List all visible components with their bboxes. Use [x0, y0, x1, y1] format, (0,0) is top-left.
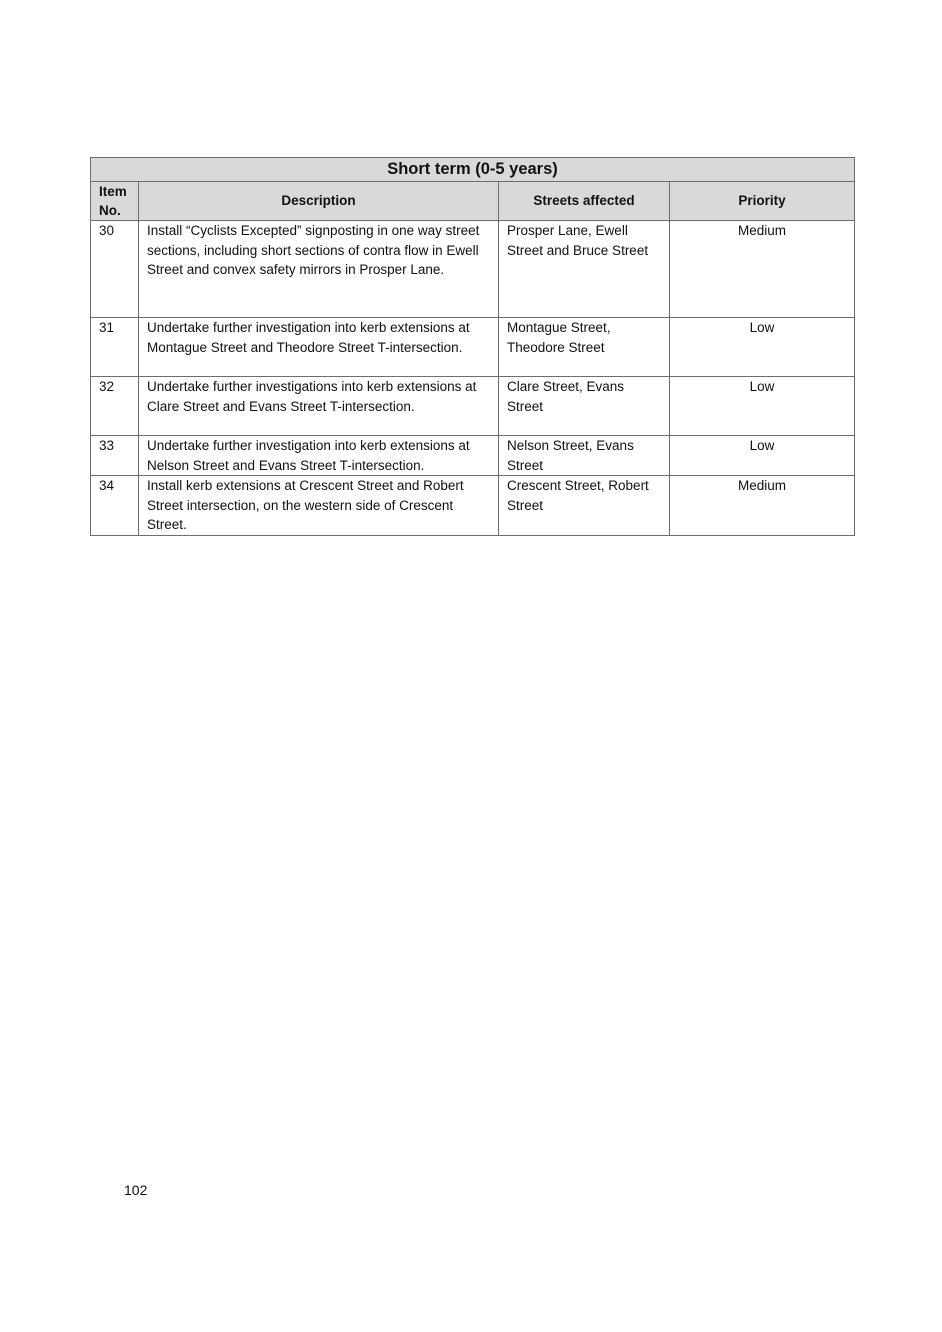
- priority-cell: Low: [670, 318, 855, 377]
- priority-cell: Low: [670, 436, 855, 476]
- item-number: 32: [91, 377, 139, 436]
- streets-cell: Montague Street, Theodore Street: [499, 318, 670, 377]
- streets-cell: Crescent Street, Robert Street: [499, 476, 670, 536]
- table-row: [91, 221, 855, 318]
- table-row: [91, 318, 855, 377]
- page-number: 102: [124, 1182, 148, 1198]
- table-row: [91, 436, 855, 476]
- header-description: Description: [139, 182, 499, 221]
- priority-cell: Medium: [670, 221, 855, 318]
- item-number: 34: [91, 476, 139, 536]
- short-term-table: [90, 157, 855, 536]
- item-number: 33: [91, 436, 139, 476]
- item-number: 31: [91, 318, 139, 377]
- table-title: Short term (0-5 years): [91, 158, 855, 182]
- description-cell: Undertake further investigation into kerb extensions at Nelson Street and Evans Street T-intersection.: [139, 436, 499, 476]
- streets-cell: Prosper Lane, Ewell Street and Bruce Street: [499, 221, 670, 318]
- streets-cell: Clare Street, Evans Street: [499, 377, 670, 436]
- header-item-no: Item No.: [91, 182, 139, 221]
- description-cell: Install “Cyclists Excepted” signposting in one way street sections, including short sections of contra flow in Ewell Street and convex safety mirrors in Prosper Lane.: [139, 221, 499, 318]
- description-cell: Undertake further investigation into kerb extensions at Montague Street and Theodore Street T-intersection.: [139, 318, 499, 377]
- table-header-row: [91, 182, 855, 221]
- description-cell: Install kerb extensions at Crescent Street and Robert Street intersection, on the western side of Crescent Street.: [139, 476, 499, 536]
- table-row: [91, 377, 855, 436]
- streets-cell: Nelson Street, Evans Street: [499, 436, 670, 476]
- table-title-row: [91, 158, 855, 182]
- description-cell: Undertake further investigations into kerb extensions at Clare Street and Evans Street T-intersection.: [139, 377, 499, 436]
- priority-cell: Medium: [670, 476, 855, 536]
- header-streets-affected: Streets affected: [499, 182, 670, 221]
- priority-cell: Low: [670, 377, 855, 436]
- item-number: 30: [91, 221, 139, 318]
- table-row: [91, 476, 855, 536]
- header-priority: Priority: [670, 182, 855, 221]
